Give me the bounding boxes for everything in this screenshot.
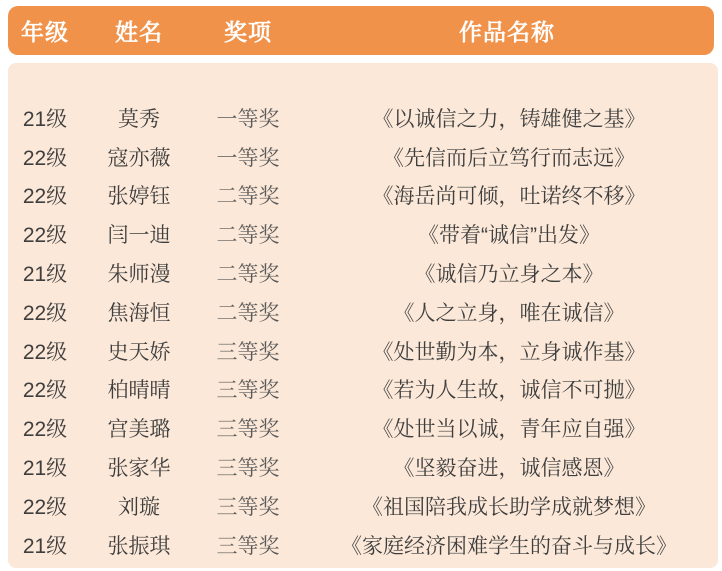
cell-title: 《若为人生故，诚信不可抛》 — [372, 379, 646, 403]
cell-award: 一等奖 — [216, 107, 280, 131]
cell-name: 刘璇 — [118, 495, 160, 519]
cell-title: 《诚信乃立身之本》 — [414, 263, 604, 287]
cell-grade: 21级 — [22, 263, 68, 287]
cell-grade: 21级 — [22, 107, 68, 131]
cell-title: 《人之立身，唯在诚信》 — [393, 301, 625, 325]
cell-grade: 22级 — [22, 301, 68, 325]
cell-name: 闫一迪 — [107, 224, 171, 248]
cell-award: 二等奖 — [216, 185, 280, 209]
cell-grade: 22级 — [22, 185, 68, 209]
table-row — [8, 370, 718, 409]
cell-grade: 21级 — [22, 457, 68, 481]
table-body — [8, 63, 718, 568]
cell-name: 焦海恒 — [107, 301, 171, 325]
cell-award: 三等奖 — [216, 418, 280, 442]
table-row — [8, 99, 718, 138]
cell-name: 莫秀 — [118, 107, 160, 131]
cell-title: 《祖国陪我成长助学成就梦想》 — [362, 495, 656, 519]
cell-award: 二等奖 — [216, 301, 280, 325]
table-row — [8, 409, 718, 448]
table-row — [8, 176, 718, 215]
cell-award: 三等奖 — [216, 534, 280, 558]
cell-grade: 22级 — [22, 495, 68, 519]
cell-grade: 22级 — [22, 224, 68, 248]
cell-award: 三等奖 — [216, 495, 280, 519]
cell-title: 《以诚信之力，铸雄健之基》 — [372, 107, 646, 131]
cell-grade: 22级 — [22, 379, 68, 403]
cell-award: 二等奖 — [216, 263, 280, 287]
table-header — [8, 6, 714, 55]
cell-name: 宫美璐 — [107, 418, 171, 442]
cell-award: 三等奖 — [216, 340, 280, 364]
table-row — [8, 525, 718, 564]
cell-title: 《带着“诚信”出发》 — [418, 224, 600, 248]
header-name: 姓名 — [115, 19, 163, 45]
cell-name: 张家华 — [107, 457, 171, 481]
cell-title: 《处世当以诚，青年应自强》 — [372, 418, 646, 442]
table-row — [8, 254, 718, 293]
cell-award: 三等奖 — [216, 379, 280, 403]
cell-title: 《家庭经济困难学生的奋斗与成长》 — [341, 534, 677, 558]
cell-name: 张振琪 — [107, 534, 171, 558]
cell-grade: 22级 — [22, 340, 68, 364]
table-row — [8, 331, 718, 370]
cell-grade: 21级 — [22, 534, 68, 558]
cell-award: 一等奖 — [216, 146, 280, 170]
cell-award: 二等奖 — [216, 224, 280, 248]
cell-title: 《海岳尚可倾，吐诺终不移》 — [372, 185, 646, 209]
cell-name: 柏晴晴 — [107, 379, 171, 403]
header-grade: 年级 — [21, 19, 69, 45]
header-award: 奖项 — [224, 19, 272, 45]
table-row — [8, 486, 718, 525]
cell-name: 朱师漫 — [107, 263, 171, 287]
cell-title: 《坚毅奋进，诚信感恩》 — [393, 457, 625, 481]
cell-name: 张婷钰 — [107, 185, 171, 209]
table-row — [8, 448, 718, 487]
header-title: 作品名称 — [459, 19, 555, 45]
cell-name: 寇亦薇 — [107, 146, 171, 170]
cell-name: 史天娇 — [107, 340, 171, 364]
cell-title: 《处世勤为本，立身诚作基》 — [372, 340, 646, 364]
cell-grade: 22级 — [22, 146, 68, 170]
cell-title: 《先信而后立笃行而志远》 — [383, 146, 635, 170]
table-row — [8, 292, 718, 331]
cell-grade: 22级 — [22, 418, 68, 442]
table-row — [8, 137, 718, 176]
table-row — [8, 215, 718, 254]
cell-award: 三等奖 — [216, 457, 280, 481]
